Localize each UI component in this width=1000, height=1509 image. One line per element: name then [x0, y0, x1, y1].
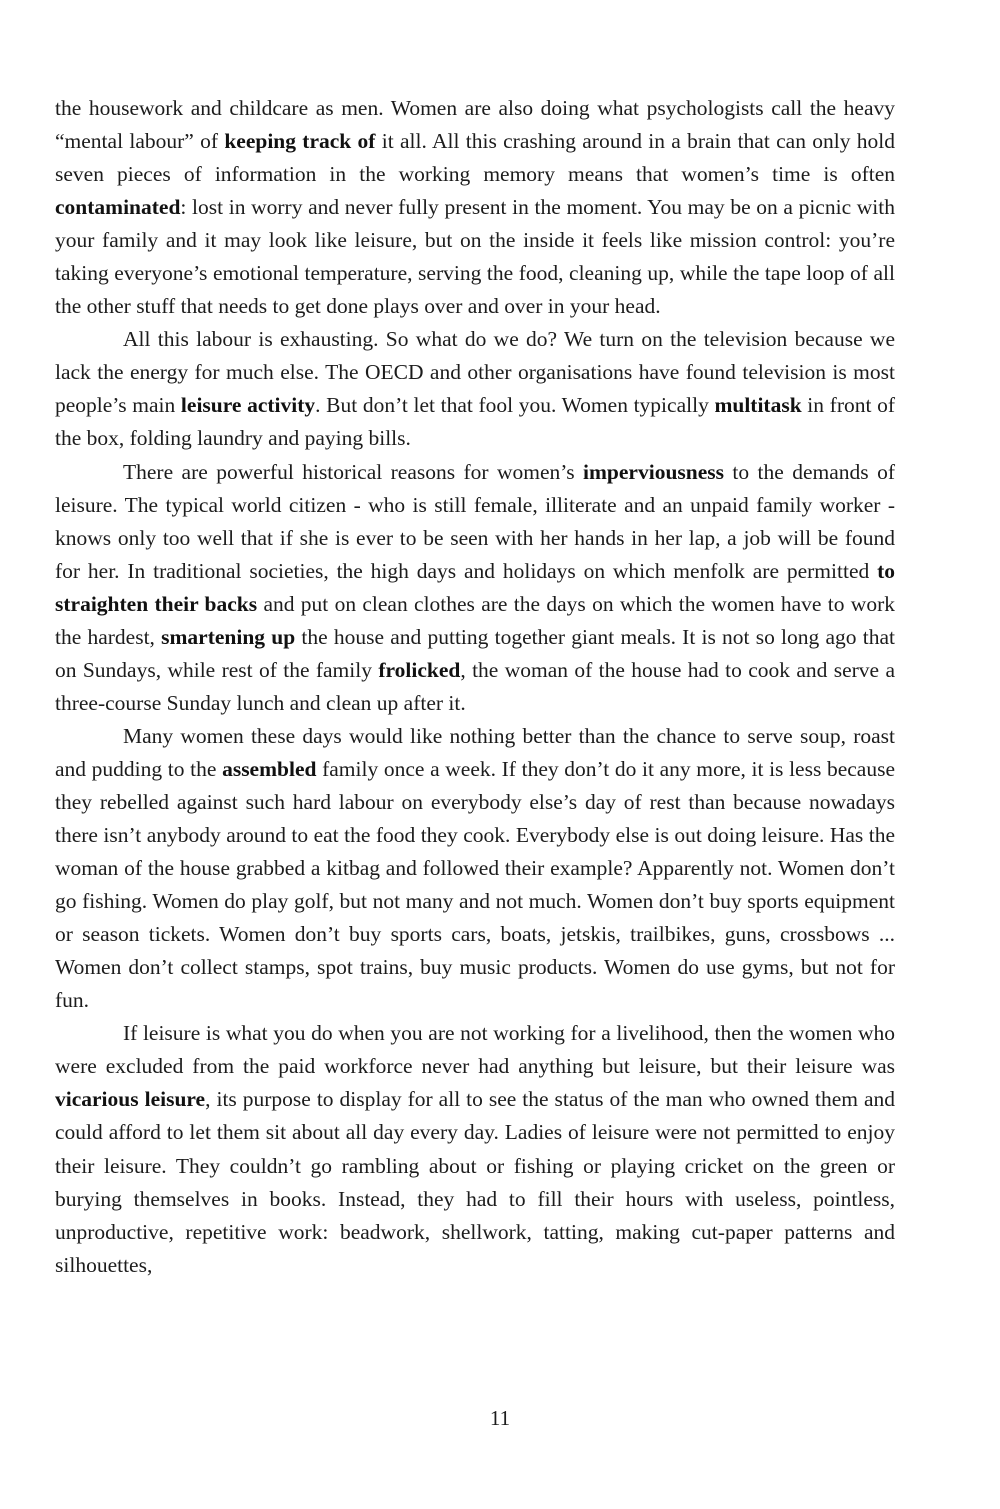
text-run: the housework and childcare as men. Women are also doing what psychologists call the heavy “mental labour” of: [55, 96, 895, 154]
text-run: it all. All this crashing around in a brain that can only hold seven pieces of information in the working memory means that women’s time is often: [55, 129, 895, 187]
body-text: [55, 92, 895, 1282]
text-run: There are powerful historical reasons for women’s: [123, 459, 584, 484]
text-run: : lost in worry and never fully present in the moment. You may be on a picnic with your family and it may look like leisure, but on the inside it feels like mission control: you’re taking everyone’s emotional temperature, serving the food, cleaning up, while the tape loop of all the other stuff that needs to get done plays over and over in your head.: [55, 195, 895, 319]
text-run: , its purpose to display for all to see the status of the man who owned them and could afford to let them sit about all day every day. Ladies of leisure were not permitted to enjoy their leisure. They couldn’t go rambling about or fishing or playing cricket on the green or burying themselves in books. Instead, they had to fill their hours with useless, pointless, unproductive, repetitive work: beadwork, shellwork, tatting, making cut-paper patterns and silhouettes,: [55, 1087, 895, 1277]
bold-term: frolicked: [378, 657, 461, 682]
bold-term: smartening up: [161, 624, 296, 649]
text-run: All this labour is exhausting. So what do we do? We turn on the television because we lack the energy for much else. The OECD and other organisations have found television is most people’s main: [55, 327, 895, 418]
bold-term: imperviousness: [583, 459, 725, 484]
text-run: and put on clean clothes are the days on which the women have to work the hardest,: [55, 591, 895, 649]
bold-term: assembled: [222, 756, 317, 781]
bold-term: keeping track of: [224, 129, 376, 154]
bold-term: leisure activity: [180, 393, 316, 418]
bold-term: multitask: [714, 393, 802, 418]
paragraph: [55, 1017, 895, 1281]
text-run: to the demands of leisure. The typical world citizen - who is still female, illiterate and an unpaid family worker - knows only too well that if she is ever to be seen with her hands in her lap, a job will be found for her. In traditional societies, the high days and holidays on which menfolk are permitted: [55, 459, 895, 583]
bold-term: vicarious leisure: [55, 1087, 206, 1112]
text-run: If leisure is what you do when you are not working for a livelihood, then the women who were excluded from the paid workforce never had anything but leisure, but their leisure was: [55, 1021, 895, 1079]
paragraph: [55, 720, 895, 1017]
bold-term: to straighten their backs: [55, 558, 895, 616]
text-run: Many women these days would like nothing better than the chance to serve soup, roast and pudding to the: [55, 723, 895, 781]
text-run: . But don’t let that fool you. Women typically: [315, 393, 715, 418]
text-run: , the woman of the house had to cook and serve a three-course Sunday lunch and clean up after it.: [55, 657, 895, 715]
text-run: the house and putting together giant meals. It is not so long ago that on Sundays, while rest of the family: [55, 624, 895, 682]
page-number: 11: [489, 1406, 511, 1430]
paragraph: [55, 92, 895, 323]
paragraph: [55, 456, 895, 720]
paragraph: [55, 323, 895, 455]
text-run: family once a week. If they don’t do it any more, it is less because they rebelled against such hard labour on everybody else’s day of rest than because nowadays there isn’t anybody around to eat the food they cook. Everybody else is out doing leisure. Has the woman of the house grabbed a kitbag and followed their example? Apparently not. Women don’t go fishing. Women do play golf, but not many and not much. Women don’t buy sports equipment or season tickets. Women don’t buy sports cars, boats, jetskis, trailbikes, guns, crossbows ... Women don’t collect stamps, spot trains, buy music products. Women do use gyms, but not for fun.: [55, 756, 895, 1013]
text-run: in front of the box, folding laundry and paying bills.: [55, 393, 896, 451]
bold-term: contaminated: [55, 195, 181, 220]
